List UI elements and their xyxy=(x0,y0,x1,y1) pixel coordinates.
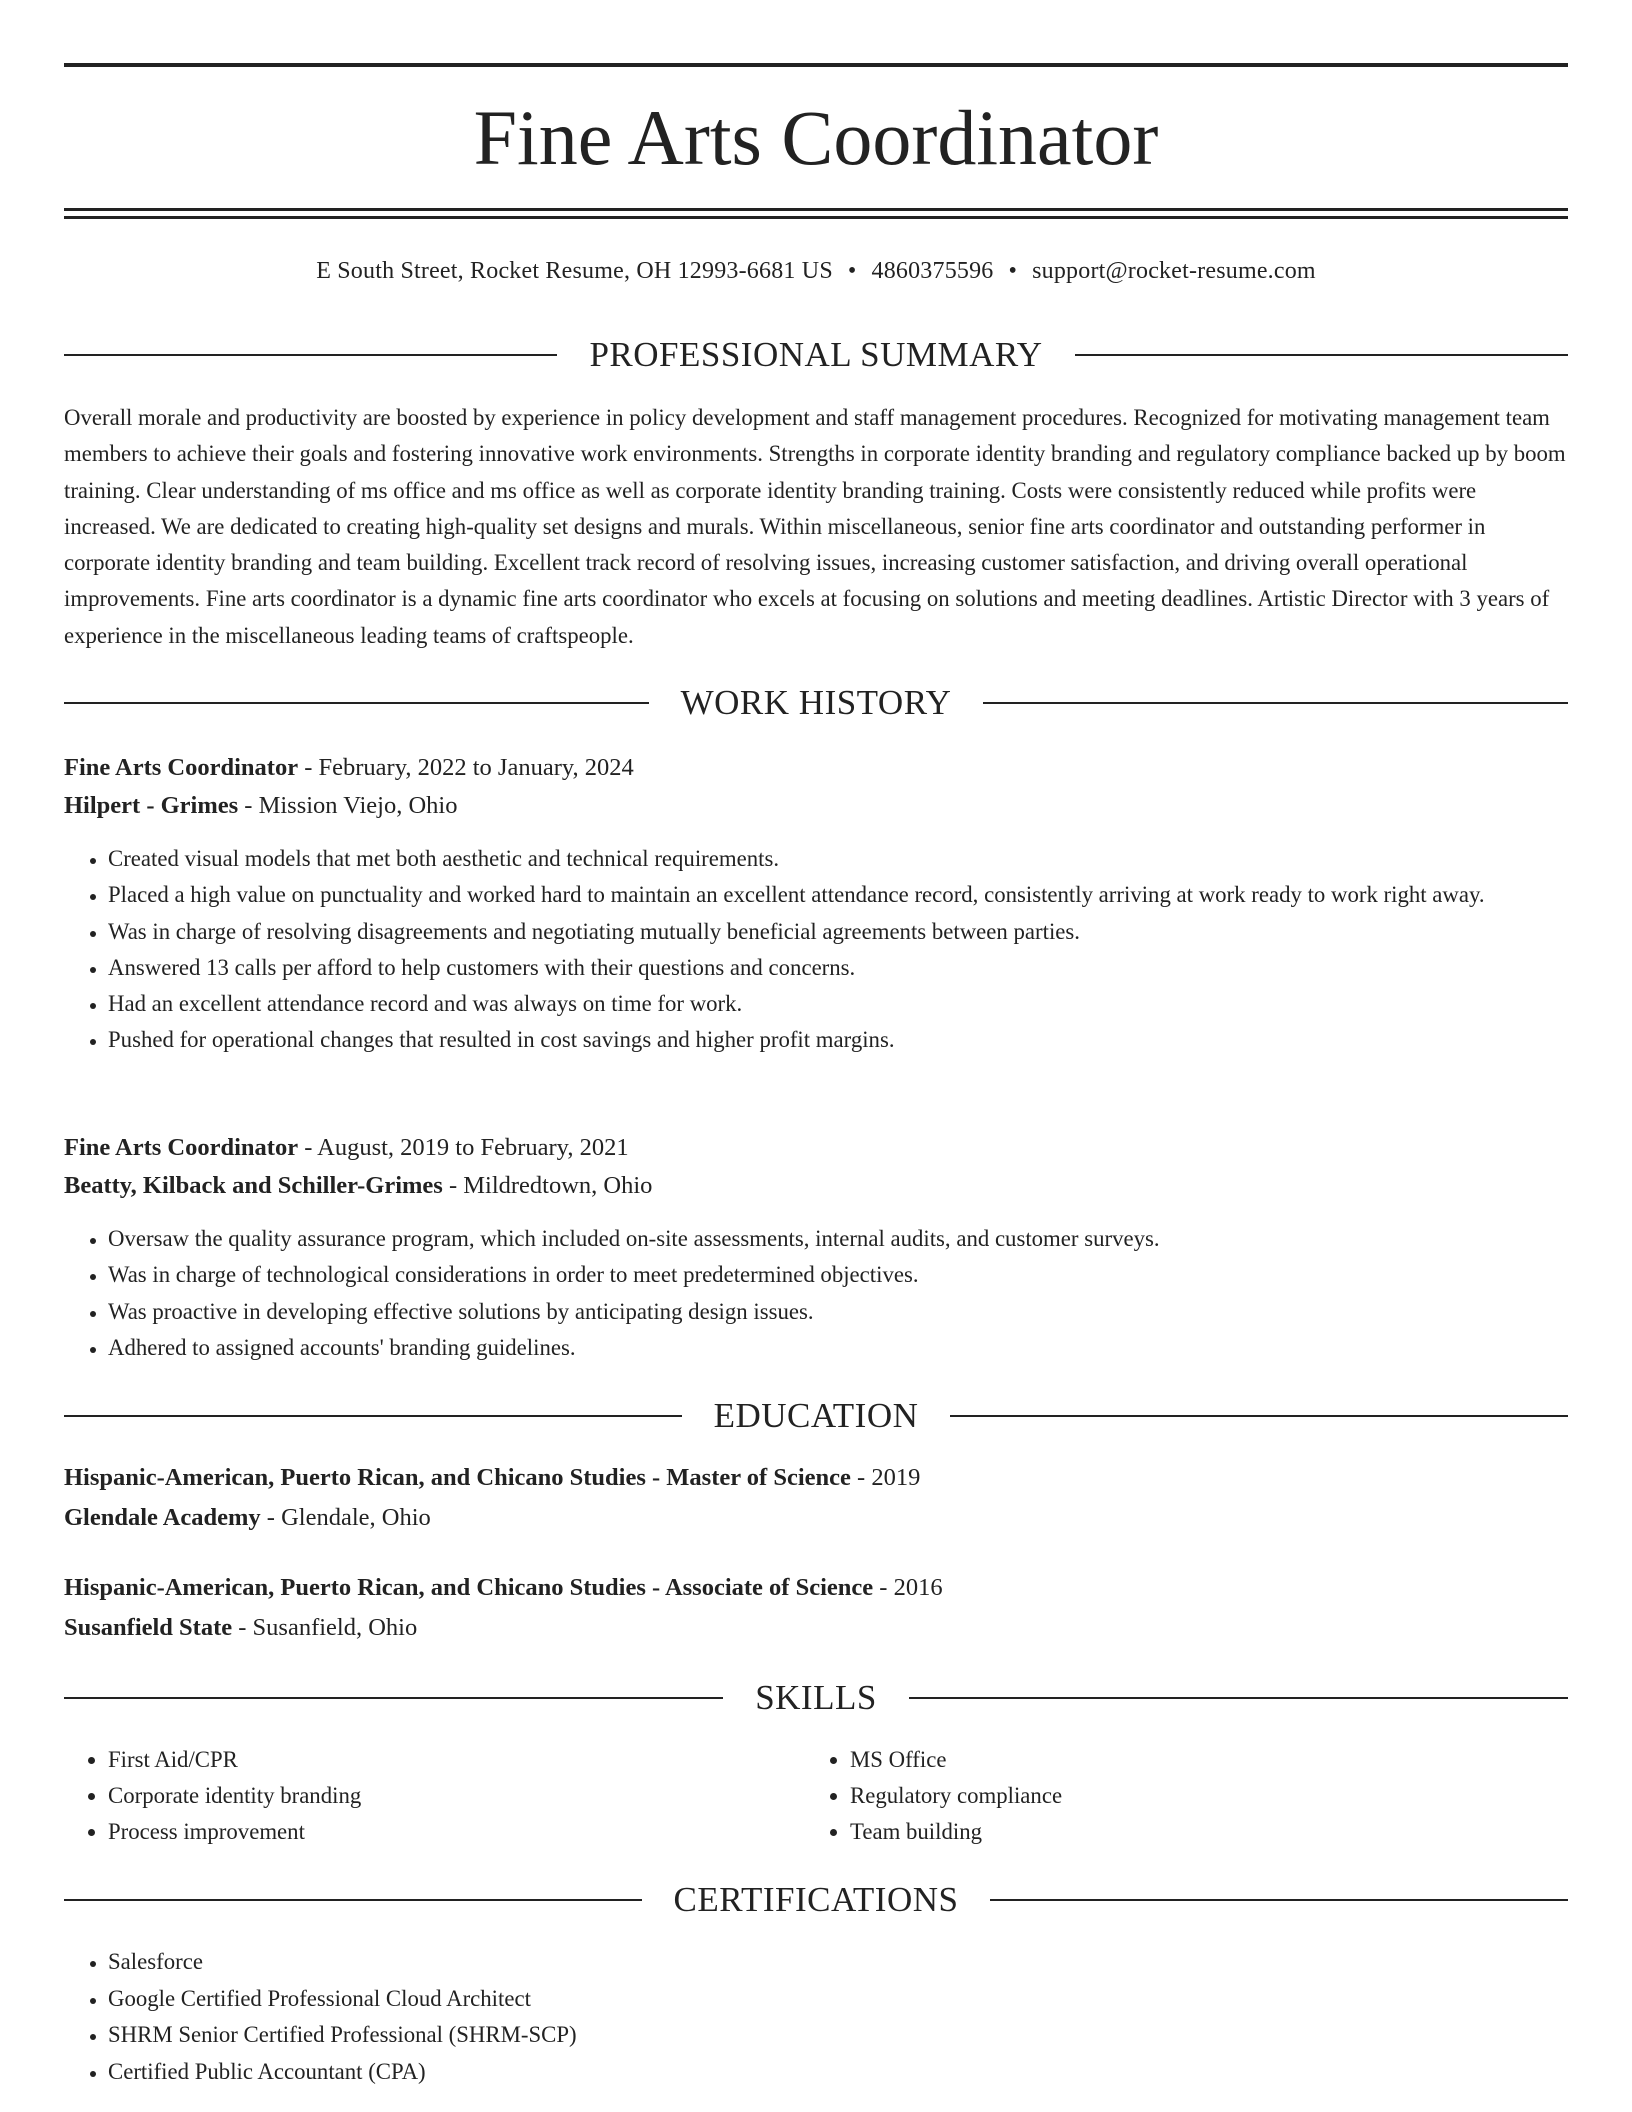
list-item: • Was in charge of technological considerations in order to meet predetermined objectives. xyxy=(108,1257,1612,1293)
section-title: PROFESSIONAL SUMMARY xyxy=(589,335,1043,374)
heading-rule xyxy=(64,354,557,356)
education-school-line xyxy=(64,1609,1568,1647)
heading-rule xyxy=(909,1697,1568,1699)
job-dates: - February, 2022 to January, 2024 xyxy=(298,754,634,781)
heading-rule xyxy=(64,1415,682,1417)
heading-rule xyxy=(64,1697,723,1699)
heading-rule xyxy=(64,702,649,704)
job-location: - Mission Viejo, Ohio xyxy=(238,792,458,819)
heading-rule xyxy=(1075,354,1568,356)
list-item: • Was in charge of resolving disagreements and negotiating mutually beneficial agreements between parties. xyxy=(108,914,1612,950)
job-bullets xyxy=(64,841,1612,1059)
section-title: CERTIFICATIONS xyxy=(673,1880,959,1919)
education-degree-line xyxy=(64,1569,1568,1607)
job-company: Hilpert - Grimes xyxy=(64,792,239,819)
list-item: • Oversaw the quality assurance program, which included on-site assessments, internal audits, and customer surveys. xyxy=(108,1221,1612,1257)
list-item: • Created visual models that met both aesthetic and technical requirements. xyxy=(108,841,1612,877)
job-title: Fine Arts Coordinator xyxy=(64,754,299,781)
skill-item: • Team building xyxy=(850,1814,1550,1850)
job-title-line xyxy=(64,1129,1568,1167)
certification-item: • Google Certified Professional Cloud Architect xyxy=(108,1981,1612,2018)
job-company-line xyxy=(64,1167,1568,1205)
contact-address: E South Street, Rocket Resume, OH 12993-6681 US xyxy=(316,258,833,284)
certifications-list xyxy=(64,1944,1612,2090)
section-heading-certifications xyxy=(64,1878,1568,1922)
header-bottom-rule xyxy=(64,208,1568,211)
summary-paragraph: Overall morale and productivity are boosted by experience in policy development and staff management procedures. Recognized for motivating management team members to achieve their goals and fostering innovative work environments. Strengths in corporate identity branding and regulatory compliance backed up by boom training. Clear understanding of ms office and ms office as well as corporate identity branding training. Costs were consistently reduced while profits were increased. We are dedicated to creating high-quality set designs and murals. Within miscellaneous, senior fine arts coordinator and outstanding performer in corporate identity branding and team building. Excellent track record of resolving issues, increasing customer satisfaction, and driving overall operational improvements. Fine arts coordinator is a dynamic fine arts coordinator who excels at focusing on solutions and meeting deadlines. Artistic Director with 3 years of experience in the miscellaneous leading teams of craftspeople. xyxy=(64,405,1566,648)
education-year: - 2016 xyxy=(873,1574,943,1601)
job-dates: - August, 2019 to February, 2021 xyxy=(298,1134,629,1161)
contact-email[interactable]: support@rocket-resume.com xyxy=(1032,258,1316,284)
contact-separator: • xyxy=(847,258,857,284)
list-item: • Was proactive in developing effective solutions by anticipating design issues. xyxy=(108,1294,1612,1330)
job-title-line xyxy=(64,749,1568,787)
education-degree-line xyxy=(64,1459,1568,1497)
skill-item: • MS Office xyxy=(850,1742,1550,1778)
section-heading-skills xyxy=(64,1676,1568,1720)
education-location: - Susanfield, Ohio xyxy=(232,1614,418,1641)
section-heading-work-history xyxy=(64,681,1568,725)
list-item: • Had an excellent attendance record and was always on time for work. xyxy=(108,986,1612,1022)
job-location: - Mildredtown, Ohio xyxy=(442,1172,653,1199)
section-title: SKILLS xyxy=(755,1678,877,1717)
skill-item: • Corporate identity branding xyxy=(108,1778,808,1814)
list-item: • Placed a high value on punctuality and worked hard to maintain an excellent attendance record, consistently arriving at work ready to work right away. xyxy=(108,877,1612,913)
skills-list-right xyxy=(806,1742,1550,1850)
heading-rule xyxy=(990,1899,1568,1901)
heading-rule xyxy=(983,702,1568,704)
skill-item: • Process improvement xyxy=(108,1814,808,1850)
header-top-rule xyxy=(64,63,1568,67)
education-year: - 2019 xyxy=(850,1464,921,1491)
header-bottom-rule-second xyxy=(64,216,1568,219)
education-school: Glendale Academy xyxy=(64,1504,261,1531)
job-bullets xyxy=(64,1221,1612,1366)
skill-item: • First Aid/CPR xyxy=(108,1742,808,1778)
education-school-line xyxy=(64,1499,1568,1537)
section-heading-summary xyxy=(64,333,1568,377)
certification-item: • SHRM Senior Certified Professional (SHRM-SCP) xyxy=(108,2017,1612,2054)
skills-list-left xyxy=(64,1742,808,1850)
job-title: Fine Arts Coordinator xyxy=(64,1134,299,1161)
education-degree: Hispanic-American, Puerto Rican, and Chicano Studies - Associate of Science xyxy=(64,1574,874,1601)
list-item: • Adhered to assigned accounts' branding guidelines. xyxy=(108,1330,1612,1366)
section-heading-education xyxy=(64,1394,1568,1438)
heading-rule xyxy=(64,1899,642,1901)
section-title: EDUCATION xyxy=(713,1396,919,1435)
education-location: - Glendale, Ohio xyxy=(260,1504,431,1531)
contact-separator: • xyxy=(1008,258,1018,284)
section-title: WORK HISTORY xyxy=(680,683,952,722)
job-company-line xyxy=(64,787,1568,825)
job-company: Beatty, Kilback and Schiller-Grimes xyxy=(64,1172,443,1199)
resume-name: Fine Arts Coordinator xyxy=(473,94,1159,181)
skill-item: • Regulatory compliance xyxy=(850,1778,1550,1814)
list-item: • Pushed for operational changes that resulted in cost savings and higher profit margins. xyxy=(108,1022,1612,1058)
education-school: Susanfield State xyxy=(64,1614,233,1641)
heading-rule xyxy=(950,1415,1568,1417)
certification-item: • Certified Public Accountant (CPA) xyxy=(108,2054,1612,2091)
contact-phone: 4860375596 xyxy=(871,258,994,284)
contact-line xyxy=(64,255,1568,287)
certification-item: • Salesforce xyxy=(108,1944,1612,1981)
list-item: • Answered 13 calls per afford to help customers with their questions and concerns. xyxy=(108,950,1612,986)
education-degree: Hispanic-American, Puerto Rican, and Chicano Studies - Master of Science xyxy=(64,1464,851,1491)
